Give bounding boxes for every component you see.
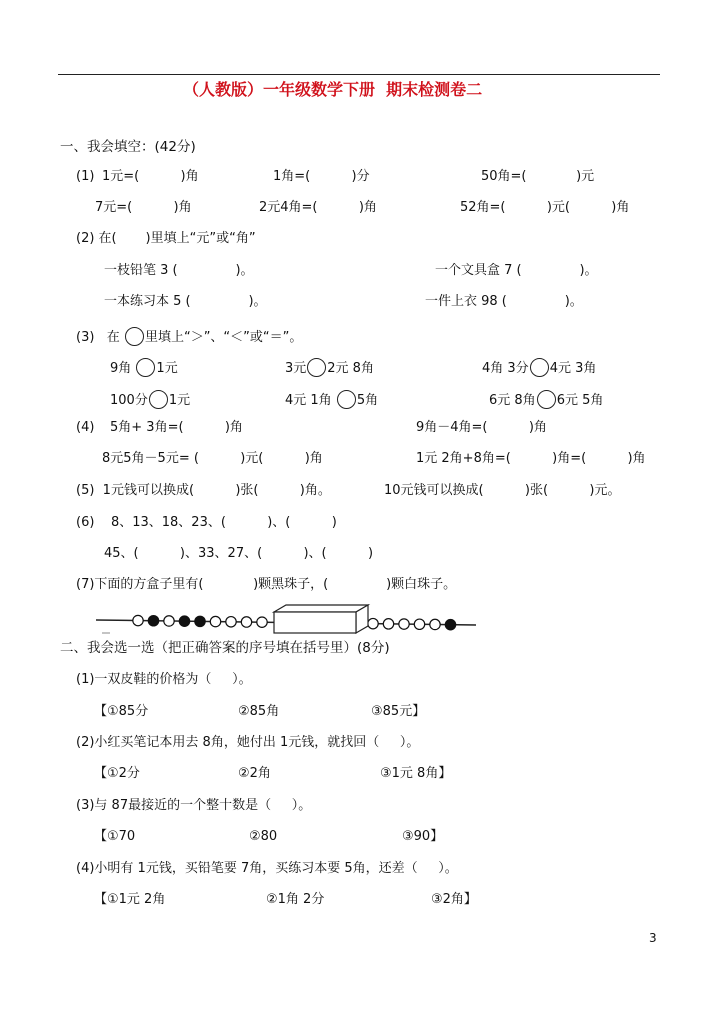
- mc-q1-opt2: ②85角: [238, 704, 280, 719]
- white-bead: [368, 618, 378, 628]
- mc-q3-opt3: ③90】: [402, 829, 444, 844]
- compare-circle[interactable]: [307, 358, 326, 377]
- mc-q4-stem: (4)小明有 1元钱，买铅笔要 7角，买练习本要 5角，还差（ ）。: [76, 861, 458, 876]
- q5-part-a: (5) 1元钱可以换成( )张( )角。: [76, 483, 331, 498]
- white-bead: [399, 619, 409, 629]
- page-title: （人教版）一年级数学下册 期末检测卷二: [183, 80, 483, 99]
- q3-right: 2元 8角: [327, 361, 374, 376]
- q2-item-2: 一个文具盒 7 ( )。: [435, 263, 598, 278]
- q3-compare-2: [285, 358, 374, 377]
- q4-item-1: 5角+ 3角=( )角: [110, 420, 243, 435]
- box-top: [274, 605, 368, 612]
- q3-stem: [76, 327, 302, 346]
- black-bead: [445, 619, 455, 629]
- q6-line-2: 45、( )、33、27、( )、( ): [104, 546, 374, 561]
- white-bead: [226, 617, 236, 627]
- q3-left: 4角 3分: [482, 361, 529, 376]
- header-rule: [58, 74, 660, 75]
- q3-right: 4元 3角: [549, 361, 597, 376]
- q1-item-2: 1角=( )分: [273, 169, 370, 184]
- white-bead: [164, 616, 174, 626]
- q2-item-4: 一件上衣 98 ( )。: [425, 294, 583, 309]
- white-bead: [383, 619, 393, 629]
- q1-item-5: 2元4角=( )角: [259, 200, 377, 215]
- white-bead: [257, 617, 267, 627]
- mc-q3-opt1: 【①70: [94, 829, 136, 844]
- mc-q1-stem: (1)一双皮鞋的价格为（ ）。: [76, 672, 252, 687]
- white-bead: [133, 615, 143, 625]
- q3-left: 100分: [110, 393, 148, 408]
- q3-compare-1: [110, 358, 178, 377]
- q1-item-6: 52角=( )元( )角: [460, 200, 630, 215]
- compare-circle: [125, 327, 144, 346]
- q3-left: 6元 8角: [489, 393, 536, 408]
- beads-left-group: [133, 615, 267, 627]
- white-bead: [414, 619, 424, 629]
- compare-circle[interactable]: [149, 390, 168, 409]
- q3-stem-b: 里填上“＞”、“＜”或“＝”。: [144, 330, 303, 345]
- q4-item-4: 1元 2角+8角=( )角=( )角: [416, 451, 646, 466]
- white-bead: [210, 616, 220, 626]
- q4-number: (4): [76, 420, 95, 435]
- q3-compare-3: [482, 358, 596, 377]
- q1-number: (1): [76, 169, 95, 184]
- q5-part-b: 10元钱可以换成( )张( )元。: [384, 483, 621, 498]
- compare-circle[interactable]: [136, 358, 155, 377]
- q4-item-2: 9角－4角=( )角: [416, 420, 547, 435]
- q1-item-1: 1元=( )角: [102, 169, 199, 184]
- q4-item-3: 8元5角－5元= ( )元( )角: [102, 451, 323, 466]
- mc-q1-opt3: ③85元】: [371, 704, 426, 719]
- compare-circle[interactable]: [337, 390, 356, 409]
- q3-right: 1元: [156, 361, 178, 376]
- mc-q3-stem: (3)与 87最接近的一个整十数是（ ）。: [76, 798, 312, 813]
- q3-right: 6元 5角: [556, 393, 604, 408]
- q1-item-4: 7元=( )角: [95, 200, 192, 215]
- q3-left: 4元 1角: [285, 393, 332, 408]
- q2-item-3: 一本练习本 5 ( )。: [104, 294, 267, 309]
- mc-q3-opt2: ②80: [249, 829, 278, 844]
- q1-item-3: 50角=( )元: [481, 169, 595, 184]
- q3-compare-4: [110, 390, 190, 409]
- q3-right: 1元: [168, 393, 191, 408]
- q3-stem-a: (3) 在: [76, 330, 120, 345]
- q3-compare-6: [489, 390, 603, 409]
- compare-circle[interactable]: [530, 358, 549, 377]
- white-bead: [241, 617, 251, 627]
- mc-q2-opt1: 【①2分: [94, 766, 140, 781]
- box-front: [274, 612, 356, 633]
- black-bead: [148, 616, 158, 626]
- white-bead: [430, 619, 440, 629]
- mc-q2-opt2: ②2角: [238, 766, 271, 781]
- mc-q2-stem: (2)小红买笔记本用去 8角，她付出 1元钱，就找回（ ）。: [76, 735, 420, 750]
- q7-text: (7)下面的方盒子里有( )颗黑珠子，( )颗白珠子。: [76, 577, 457, 592]
- mc-q1-opt1: 【①85分: [94, 704, 149, 719]
- page-number: 3: [649, 931, 657, 945]
- q2-stem: (2) 在( )里填上“元”或“角”: [76, 231, 256, 246]
- q6-line-1: (6) 8、13、18、23、( )、( ): [76, 515, 337, 530]
- q3-left: 9角: [110, 361, 132, 376]
- q3-left: 3元: [285, 361, 307, 376]
- section1-heading: 一、我会填空：(42分): [60, 139, 196, 155]
- black-bead: [179, 616, 189, 626]
- black-bead: [195, 616, 205, 626]
- bead-string-figure: [96, 602, 496, 642]
- q2-item-1: 一枝铅笔 3 ( )。: [104, 263, 254, 278]
- mc-q2-opt3: ③1元 8角】: [380, 766, 452, 781]
- mc-q4-opt1: 【①1元 2角: [94, 892, 166, 907]
- mc-q4-opt3: ③2角】: [431, 892, 477, 907]
- mc-q4-opt2: ②1角 2分: [266, 892, 325, 907]
- q3-compare-5: [285, 390, 378, 409]
- section2-heading: 二、我会选一选（把正确答案的序号填在括号里）(8分): [60, 640, 390, 656]
- compare-circle[interactable]: [537, 390, 556, 409]
- q3-right: 5角: [356, 393, 379, 408]
